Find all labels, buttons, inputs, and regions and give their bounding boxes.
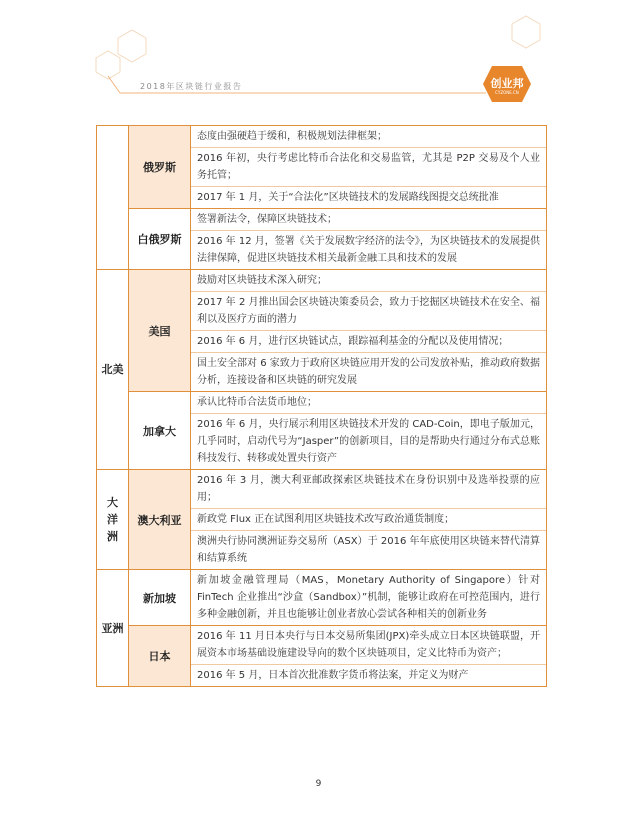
policy-line: 新加坡金融管理局（MAS，Monetary Authority of Singapore）针对 FinTech 企业推出“沙盒（Sandbox）”机制，能够让政府在可控范围内，进行多种金融创新，并且也能够让创业者放心尝试各种相关的创新业务 <box>197 575 540 620</box>
region-cell: 亚洲 <box>97 570 129 687</box>
policy-line: 2016 年 11 月日本央行与日本交易所集团(JPX)牵头成立日本区块链联盟，开展资本市场基础设施建设导向的数个区块链项目，定义比特币为资产； <box>191 626 546 665</box>
region-cell <box>97 126 129 270</box>
country-cell: 澳大利亚 <box>129 470 191 570</box>
policy-line: 2016 年 6 月，进行区块链试点，跟踪福利基金的分配以及使用情况； <box>191 331 546 353</box>
table-row <box>97 270 547 392</box>
policy-line: 鼓励对区块链技术深入研究； <box>191 270 546 292</box>
region-cell: 大洋洲 <box>97 470 129 570</box>
policy-line: 2017 年 1 月，关于“合法化”区块链技术的发展路线图提交总统批准 <box>197 192 499 203</box>
policy-line: 签署新法令，保障区块链技术； <box>191 209 546 231</box>
logo-text: 创业邦 <box>490 77 524 90</box>
header-hexagon-decoration <box>0 0 637 110</box>
page-number: 9 <box>315 779 322 789</box>
policy-line: 2016 年初，央行考虑比特币合法化和交易监管，尤其是 P2P 交易及个人业务托管； <box>191 148 546 187</box>
country-cell: 白俄罗斯 <box>129 209 191 270</box>
region-cell: 北美 <box>97 270 129 470</box>
policy-content <box>191 570 547 626</box>
policy-line: 2016 年 6 月，央行展示利用区块链技术开发的 CAD-Coin，即电子版加元，几乎同时，启动代号为“Jasper”的创新项目，目的是帮助央行通过分布式总账科技发行、转移或处置央行资产 <box>197 419 540 464</box>
hexagon-outline <box>512 16 540 48</box>
policy-content <box>191 392 547 470</box>
country-cell: 美国 <box>129 270 191 392</box>
table-row <box>97 570 547 626</box>
hexagon-outline <box>96 51 120 79</box>
table-row <box>97 126 547 209</box>
policy-line: 承认比特币合法货币地位； <box>191 392 546 414</box>
policy-content <box>191 626 547 687</box>
policy-line: 2017 年 2 月推出国会区块链决策委员会，致力于挖掘区块链技术在安全、福利以及医疗方面的潜力 <box>191 292 546 331</box>
report-title: 2018年区块链行业报告 <box>140 82 243 91</box>
policy-line: 国土安全部对 6 家致力于政府区块链应用开发的公司发放补贴，推动政府数据分析，连接设备和区块链的研究发展 <box>197 358 540 386</box>
country-cell: 俄罗斯 <box>129 126 191 209</box>
country-cell: 日本 <box>129 626 191 687</box>
policy-content <box>191 209 547 270</box>
brand-logo <box>482 64 532 104</box>
policy-line: 新政党 Flux 正在试图利用区块链技术改写政治通货制度； <box>191 509 546 531</box>
policy-content <box>191 126 547 209</box>
table-row <box>97 626 547 687</box>
hexagon-outline <box>118 30 146 62</box>
country-cell: 加拿大 <box>129 392 191 470</box>
policy-line: 澳洲央行协同澳洲证券交易所（ASX）于 2016 年年底使用区块链来替代清算和结算系统 <box>197 536 540 564</box>
policy-table <box>96 125 547 687</box>
logo-subtext: CYZONE.CN <box>495 90 519 95</box>
table-row <box>97 470 547 570</box>
table-row <box>97 392 547 470</box>
table-row <box>97 209 547 270</box>
policy-line: 2016 年 12 月，签署《关于发展数字经济的法令》，为区块链技术的发展提供法律保障，促进区块链技术相关最新金融工具和技术的发展 <box>197 236 540 264</box>
header-left-slant <box>108 76 120 93</box>
policy-content <box>191 270 547 392</box>
policy-line: 态度由强硬趋于缓和，积极规划法律框架； <box>191 126 546 148</box>
policy-content <box>191 470 547 570</box>
policy-line: 2016 年 5 月，日本首次批准数字货币将法案，并定义为财产 <box>197 670 469 681</box>
policy-line: 2016 年 3 月，澳大利亚邮政探索区块链技术在身份识别中及选举投票的应用； <box>191 470 546 509</box>
country-cell: 新加坡 <box>129 570 191 626</box>
